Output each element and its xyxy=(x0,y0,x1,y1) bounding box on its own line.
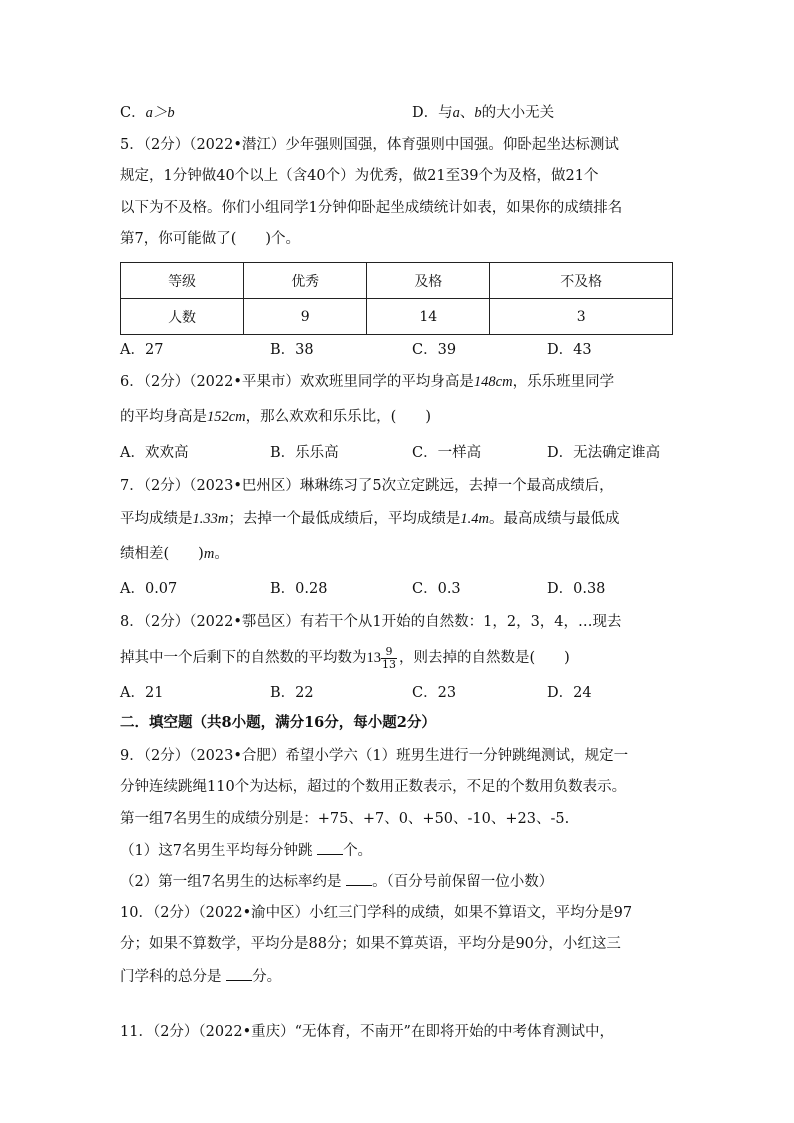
q5-option-d: D．43 xyxy=(547,342,592,358)
q8-line-1: 8．（2分）（2022•鄠邑区）有若干个从1开始的自然数：1，2，3，4，…现去 xyxy=(120,614,622,630)
q10-line-3-post: 分。 xyxy=(252,969,282,985)
q6-line-2 xyxy=(120,407,431,427)
q4-option-d-post: 的大小无关 xyxy=(481,105,555,121)
answer-blank xyxy=(346,871,372,886)
q6-line-2-post: ，那么欢欢和乐乐比，( ) xyxy=(245,409,431,425)
q6-option-c: C．一样高 xyxy=(412,445,482,461)
q9-line-3: 第一组7名男生的成绩分别是：+75、+7、0、+50、-10、+23、-5. xyxy=(120,811,570,827)
q9-sub-2-post: 。（百分号前保留一位小数） xyxy=(372,874,554,890)
q7-option-b: B．0.28 xyxy=(270,581,328,597)
q7-line-3 xyxy=(120,544,229,564)
q9-sub-1-post: 个。 xyxy=(343,843,373,859)
q4-option-c-expr: a＞b xyxy=(145,105,175,121)
q4-option-d-label: D． xyxy=(412,105,439,121)
table-cell: 3 xyxy=(490,299,673,335)
q8-line-2-pre: 掉其中一个后剩下的自然数的平均数为 xyxy=(120,650,367,666)
q6-line-2-pre: 的平均身高是 xyxy=(120,409,207,425)
section-2-heading: 二．填空题（共8小题，满分16分，每小题2分） xyxy=(120,714,436,731)
q7-option-d: D．0.38 xyxy=(547,581,606,597)
q8-fraction xyxy=(381,646,397,671)
q5-line-2: 规定，1分钟做40个以上（含40个）为优秀，做21至39个为及格，做21个 xyxy=(120,168,599,184)
q8-option-a: A．21 xyxy=(120,685,164,701)
q10-line-1: 10．（2分）（2022•渝中区）小红三门学科的成绩，如果不算语文，平均分是97 xyxy=(120,905,633,921)
q4-option-d-var-a: a xyxy=(452,105,460,121)
q6-value-148: 148cm xyxy=(473,374,513,390)
q10-line-3-pre: 门学科的总分是 xyxy=(120,969,222,985)
q9-sub-2 xyxy=(120,871,553,892)
q11-line-1: 11．（2分）（2022•重庆）“无体育，不南开”在即将开始的中考体育测试中， xyxy=(120,1024,614,1040)
q6-option-a: A．欢欢高 xyxy=(120,445,189,461)
q10-line-3 xyxy=(120,966,281,987)
q9-line-1: 9．（2分）（2023•合肥）希望小学六（1）班男生进行一分钟跳绳测试，规定一 xyxy=(120,748,629,764)
q9-sub-1 xyxy=(120,840,372,861)
q5-line-4: 第7，你可能做了( )个。 xyxy=(120,231,301,247)
q7-line-3-post: 。 xyxy=(214,546,229,562)
q6-line-1 xyxy=(120,372,614,392)
table-cell: 等级 xyxy=(121,263,244,299)
q6-option-b: B．乐乐高 xyxy=(270,445,339,461)
q4-option-c-label: C． xyxy=(120,105,146,121)
q7-option-a: A．0.07 xyxy=(120,581,178,597)
q7-line-2 xyxy=(120,509,619,529)
q8-option-b: B．22 xyxy=(270,685,314,701)
q6-value-152: 152cm xyxy=(207,409,246,425)
q9-sub-2-pre: （2）第一组7名男生的达标率约是 xyxy=(120,874,342,890)
q4-option-d xyxy=(412,103,554,123)
q7-line-2-mid: ；去掉一个最低成绩后，平均成绩是 xyxy=(228,511,461,527)
q6-line-1-post: ，乐乐班里同学 xyxy=(512,374,615,390)
table-cell: 优秀 xyxy=(244,263,367,299)
q4-option-c xyxy=(120,103,175,123)
q6-option-d: D．无法确定谁高 xyxy=(547,445,661,461)
q5-grade-table xyxy=(120,262,673,335)
q5-option-a: A．27 xyxy=(120,342,164,358)
q6-line-1-pre: 6．（2分）（2022•平果市）欢欢班里同学的平均身高是 xyxy=(120,374,474,390)
q7-value-1: 1.33m xyxy=(192,511,229,527)
q8-option-d: D．24 xyxy=(547,685,592,701)
answer-blank xyxy=(317,840,343,855)
q7-line-3-pre: 绩相差( ) xyxy=(120,546,204,562)
table-row xyxy=(121,263,673,299)
q7-value-2: 1.4m xyxy=(460,511,489,527)
q4-option-d-pre: 与 xyxy=(438,105,453,121)
q7-option-c: C．0.3 xyxy=(412,581,461,597)
q9-line-2: 分钟连续跳绳110个为达标，超过的个数用正数表示，不足的个数用负数表示。 xyxy=(120,779,627,795)
answer-blank xyxy=(226,966,252,981)
table-cell: 14 xyxy=(367,299,490,335)
q10-line-2: 分；如果不算数学，平均分是88分；如果不算英语，平均分是90分，小红这三 xyxy=(120,936,621,952)
q8-fraction-denominator: 13 xyxy=(382,657,396,671)
q8-line-2-post: ，则去掉的自然数是( ) xyxy=(399,650,570,666)
q8-mixed-whole: 13 xyxy=(366,650,381,666)
q7-line-2-pre: 平均成绩是 xyxy=(120,511,193,527)
q7-unit: m xyxy=(203,546,215,562)
table-cell: 人数 xyxy=(121,299,244,335)
q9-sub-1-pre: （1）这7名男生平均每分钟跳 xyxy=(120,843,313,859)
q7-line-2-post: 。最高成绩与最低成 xyxy=(488,511,620,527)
table-row xyxy=(121,299,673,335)
q8-line-2 xyxy=(120,643,570,673)
q4-option-d-sep: 、 xyxy=(459,105,475,121)
q5-option-b: B．38 xyxy=(270,342,314,358)
q5-line-3: 以下为不及格。你们小组同学1分钟仰卧起坐成绩统计如表，如果你的成绩排名 xyxy=(120,200,623,216)
q7-line-1: 7．（2分）（2023•巴州区）琳琳练习了5次立定跳远，去掉一个最高成绩后， xyxy=(120,478,614,494)
q5-line-1: 5．（2分）（2022•潜江）少年强则国强，体育强则中国强。仰卧起坐达标测试 xyxy=(120,137,619,153)
table-cell: 及格 xyxy=(367,263,490,299)
table-cell: 9 xyxy=(244,299,367,335)
q5-option-c: C．39 xyxy=(412,342,457,358)
table-cell: 不及格 xyxy=(490,263,673,299)
q8-fraction-numerator: 9 xyxy=(381,646,397,659)
q4-option-d-var-b: b xyxy=(474,105,482,121)
q8-option-c: C．23 xyxy=(412,685,457,701)
